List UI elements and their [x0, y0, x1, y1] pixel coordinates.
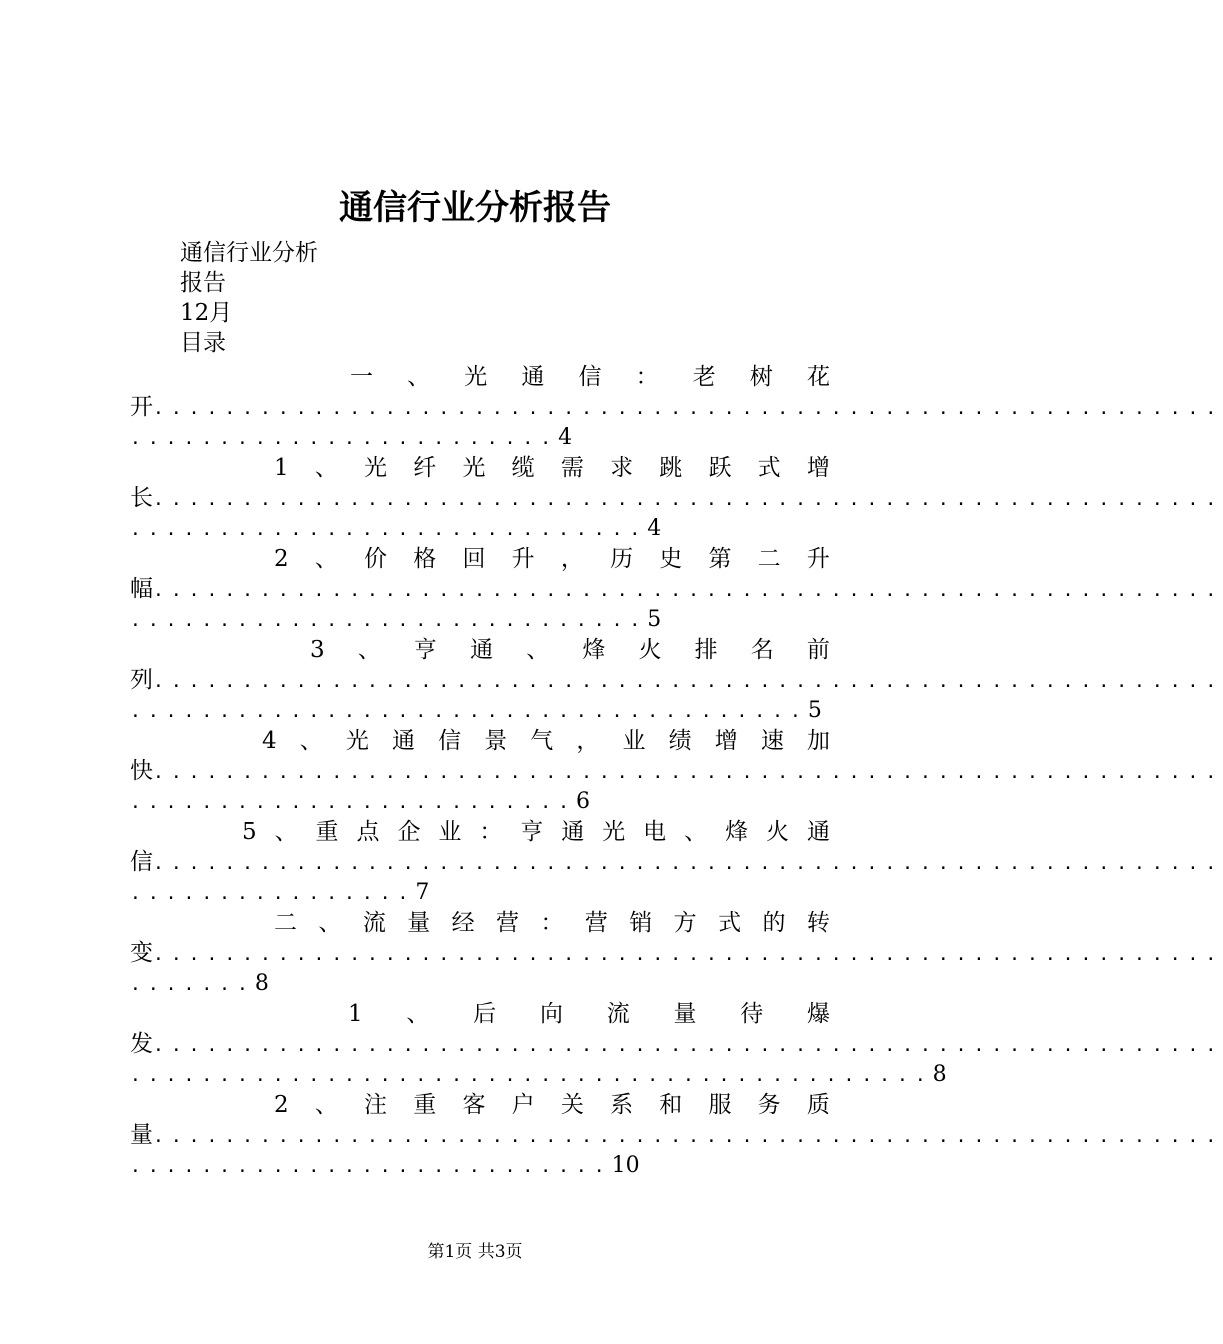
toc-entry-title: 1 、 后 向 流 量 待 爆 [348, 1001, 830, 1027]
toc-page-number: 7 [415, 880, 430, 905]
toc-entry: 二 、 流 量 经 营 ： 营 销 方 式 的 转 变............................................................ .......8 [130, 910, 1223, 996]
table-of-contents [130, 362, 1223, 1181]
toc-entry: 3 、 亨 通 、 烽 火 排 名 前 列............................................................ ......................................5 [130, 637, 1223, 723]
toc-entry-last-char: 开 [130, 394, 153, 420]
toc-entry-title: 二 、 流 量 经 营 ： 营 销 方 式 的 转 [274, 910, 830, 936]
toc-entry-last-char: 长 [130, 485, 153, 511]
toc-entry: 2 、 价 格 回 升 ， 历 史 第 二 升 幅............................................................ .............................5 [130, 546, 1223, 632]
toc-entry: 2 、 注 重 客 户 关 系 和 服 务 质 量............................................................ ...........................10 [130, 1092, 1223, 1178]
toc-entry-title: 2 、 价 格 回 升 ， 历 史 第 二 升 [274, 546, 830, 572]
toc-entry-last-char: 变 [130, 940, 153, 966]
toc-entry-last-char: 量 [130, 1122, 153, 1148]
meta-line: 通信行业分析 [180, 240, 318, 266]
toc-entry-title: 5 、 重 点 企 业 ： 亨 通 光 电 、 烽 火 通 [242, 819, 830, 845]
toc-entry-title: 4 、 光 通 信 景 气 ， 业 绩 增 速 加 [262, 728, 830, 754]
toc-page-number: 6 [575, 789, 590, 814]
meta-line: 目录 [180, 330, 226, 356]
toc-entry-title: 3 、 亨 通 、 烽 火 排 名 前 [310, 637, 830, 663]
toc-page-number: 5 [807, 698, 822, 723]
meta-line: 12月 [180, 300, 233, 326]
document-meta [180, 238, 318, 358]
toc-page-number: 4 [647, 516, 662, 541]
toc-page-number: 5 [647, 607, 662, 632]
toc-page-number: 8 [254, 971, 269, 996]
toc-entry-title: 一 、 光 通 信 ： 老 树 花 [350, 364, 830, 390]
toc-entry-title: 1 、 光 纤 光 缆 需 求 跳 跃 式 增 [274, 455, 830, 481]
toc-entry: 1 、 后 向 流 量 待 爆 发............................................................ .............................................8 [130, 1001, 1223, 1087]
toc-page-number: 10 [611, 1153, 640, 1178]
toc-page-number: 8 [932, 1062, 947, 1087]
page-footer: 第1页 共3页 [427, 1242, 523, 1262]
toc-entry-last-char: 快 [130, 758, 153, 784]
toc-entry-last-char: 幅 [130, 576, 153, 602]
toc-entry: 4 、 光 通 信 景 气 ， 业 绩 增 速 加 快............................................................ .........................6 [130, 728, 1223, 814]
toc-entry-last-char: 信 [130, 849, 153, 875]
toc-entry-last-char: 发 [130, 1031, 153, 1057]
toc-entry-last-char: 列 [130, 667, 153, 693]
toc-page-number: 4 [558, 425, 573, 450]
meta-line: 报告 [180, 270, 226, 296]
toc-entry: 一 、 光 通 信 ： 老 树 花 开............................................................ ........................4 [130, 364, 1223, 450]
toc-entry-title: 2 、 注 重 客 户 关 系 和 服 务 质 [274, 1092, 830, 1118]
toc-entry: 1 、 光 纤 光 缆 需 求 跳 跃 式 增 长............................................................ .............................4 [130, 455, 1223, 541]
toc-entry: 5 、 重 点 企 业 ： 亨 通 光 电 、 烽 火 通 信............................................................ ................7 [130, 819, 1223, 905]
document-title: 通信行业分析报告 [339, 188, 611, 228]
